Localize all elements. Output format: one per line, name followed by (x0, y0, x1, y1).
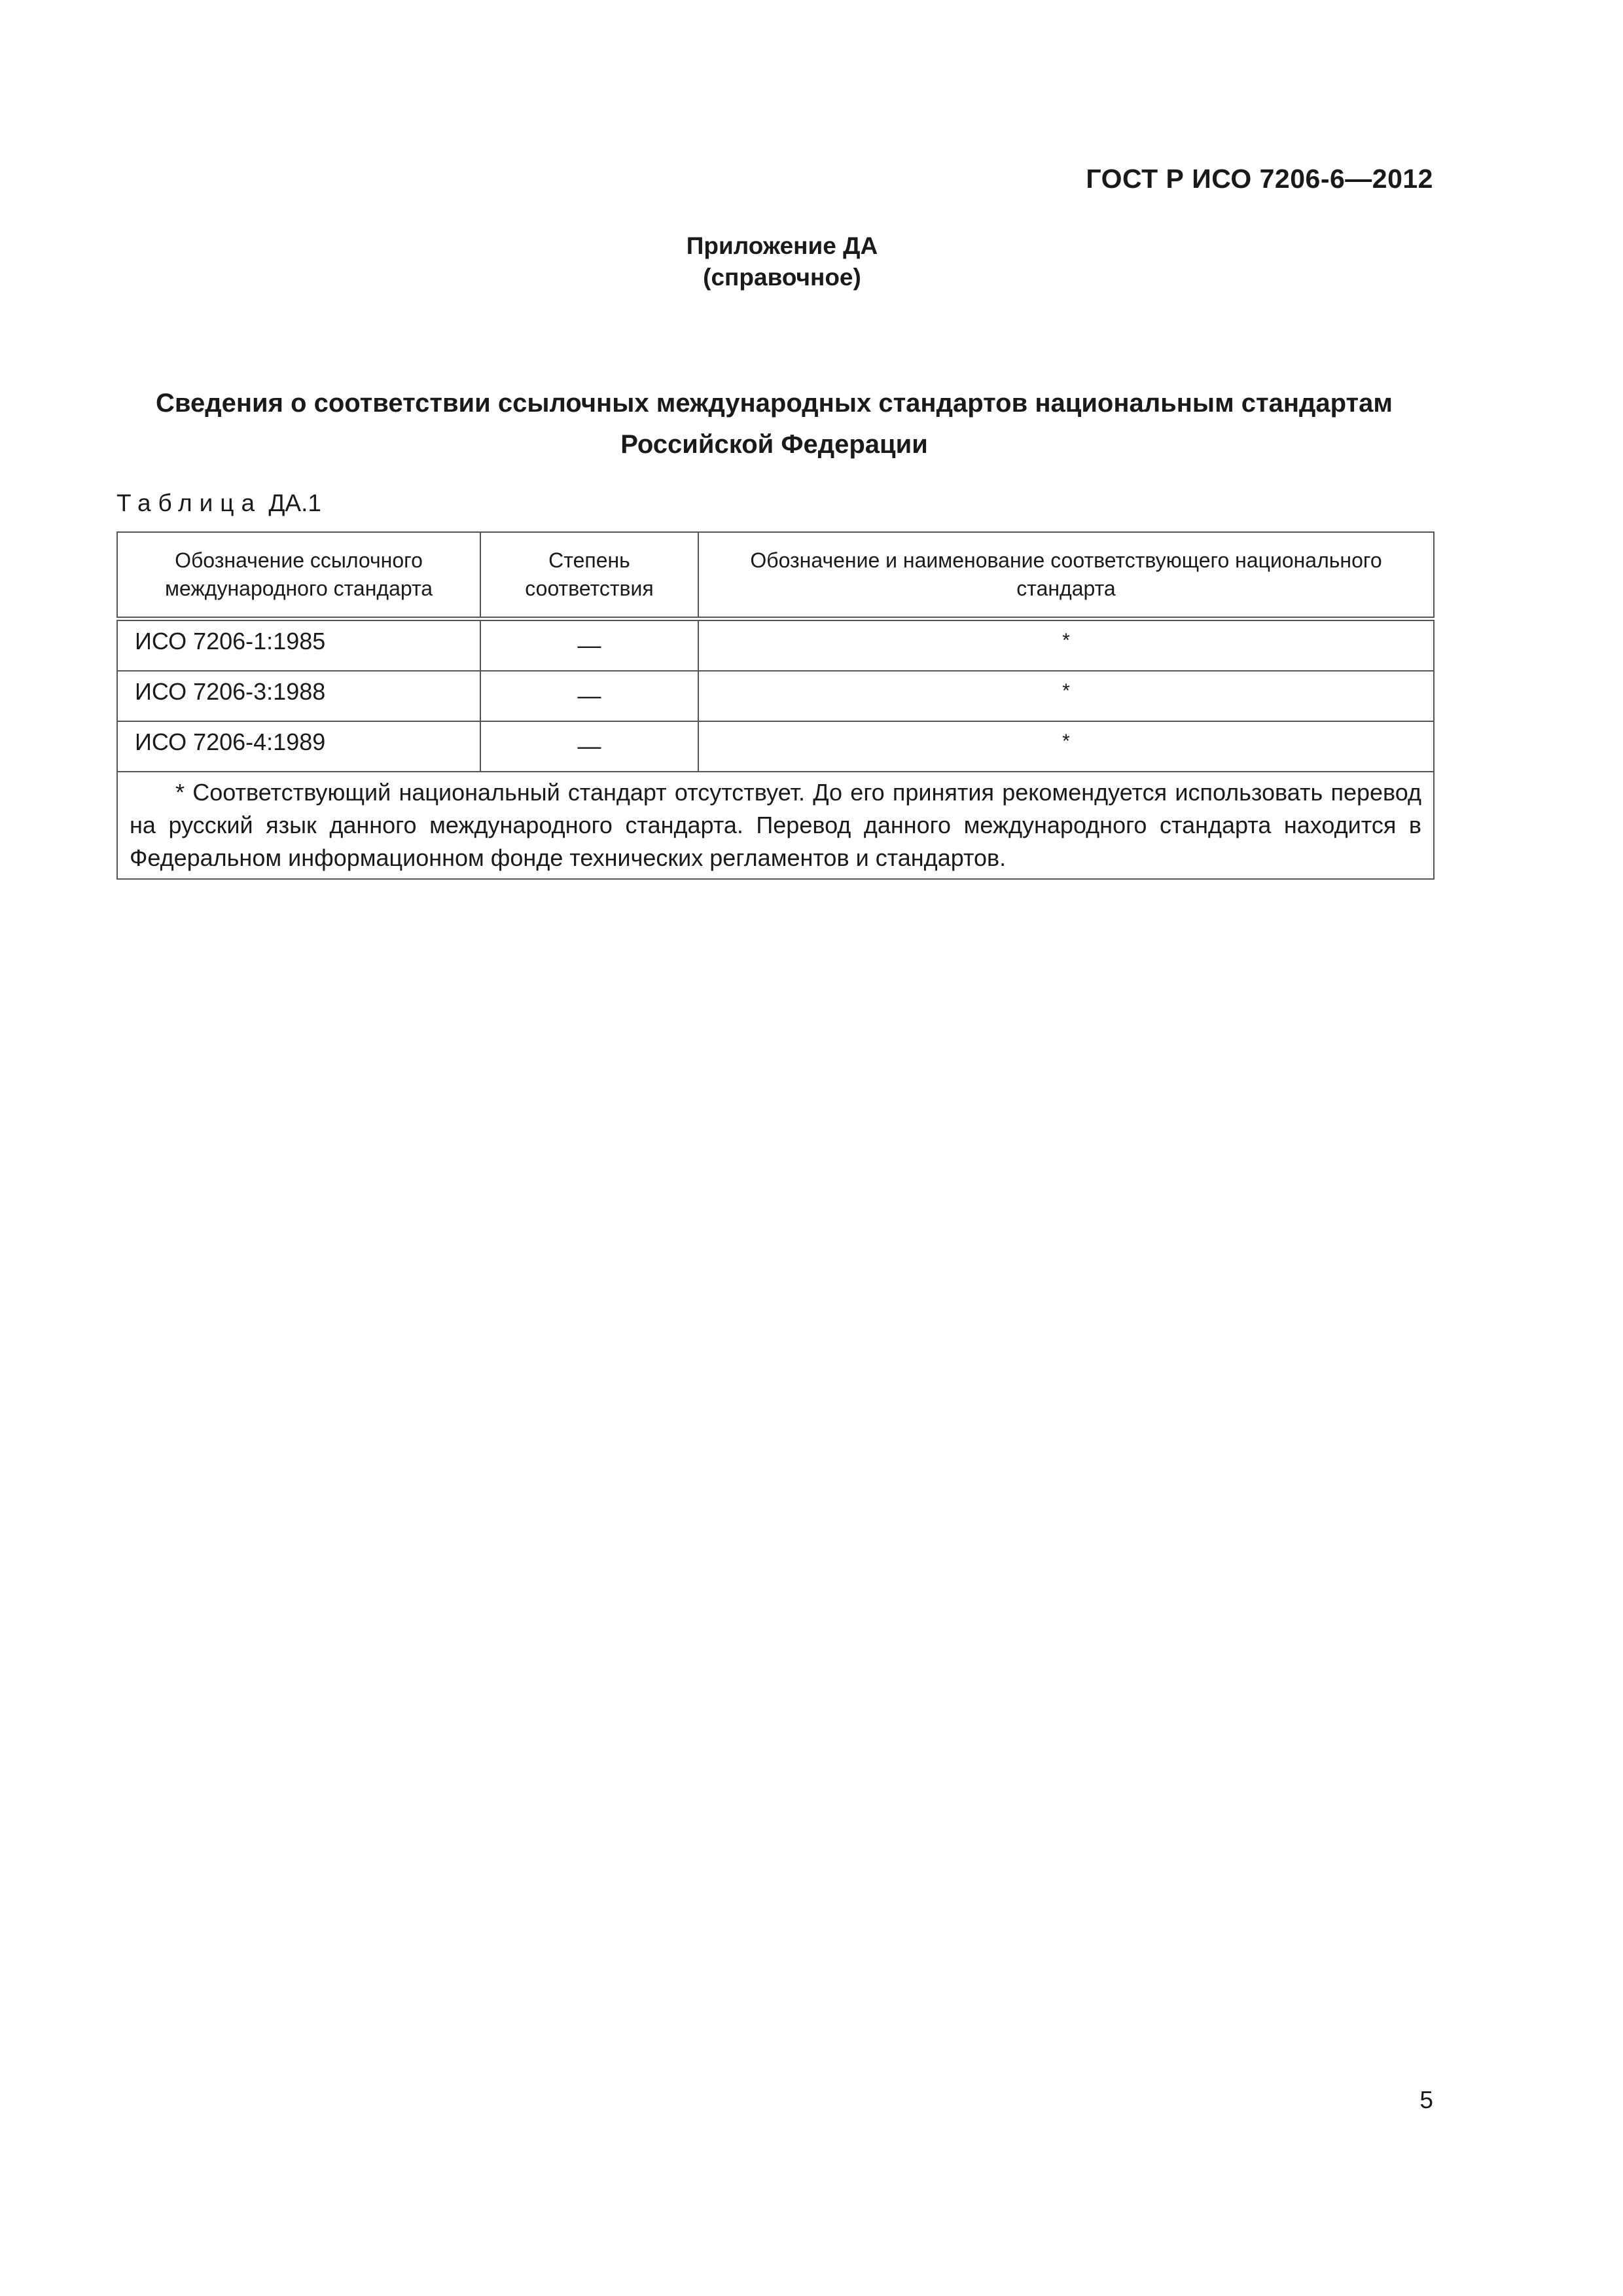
table-footnote-text: * Соответствующий национальный стандарт отсутствует. До его принятия рекомендуется использовать перевод на русский язык данного международного стандарта. Перевод данного международного стандарта находится в Федеральном информационном фонде технических регламентов и стандартов. (130, 779, 1421, 871)
table-row (117, 721, 1434, 772)
table-footnote (117, 772, 1434, 879)
degree-dash: — (577, 682, 601, 709)
correspondence-table (116, 531, 1435, 880)
cell-national-standard (698, 619, 1434, 672)
table-caption-prefix: Таблица (116, 490, 262, 516)
section-title-line-1: Сведения о соответствии ссылочных международных стандартов национальным стандартам (156, 389, 1393, 418)
table-caption-number: ДА.1 (268, 490, 321, 516)
cell-national-standard (698, 721, 1434, 772)
table-header-row (117, 532, 1434, 619)
header-national-standard: Обозначение и наименование соответствующего национального стандарта (698, 532, 1434, 619)
cell-international-standard: ИСО 7206-4:1989 (117, 721, 480, 772)
cell-degree (480, 619, 698, 672)
cell-degree (480, 721, 698, 772)
table-row (117, 619, 1434, 672)
header-international-standard: Обозначение ссылочного международного стандарта (117, 532, 480, 619)
cell-international-standard: ИСО 7206-1:1985 (117, 619, 480, 672)
header-degree-of-correspondence: Степень соответствия (480, 532, 698, 619)
annex-heading (0, 230, 1564, 293)
section-title-line-2: Российской Федерации (620, 430, 928, 459)
page-number: 5 (1419, 2087, 1433, 2113)
footnote-marker: * (1062, 730, 1070, 752)
degree-dash: — (577, 632, 601, 658)
document-code: ГОСТ Р ИСО 7206-6—2012 (1086, 164, 1433, 194)
annex-subtitle: (справочное) (703, 264, 861, 291)
footnote-marker: * (1062, 630, 1070, 651)
section-title (116, 383, 1432, 465)
table-footnote-row (117, 772, 1434, 879)
cell-international-standard: ИСО 7206-3:1988 (117, 671, 480, 721)
annex-title: Приложение ДА (686, 232, 878, 259)
table-row (117, 671, 1434, 721)
table-caption (116, 490, 321, 517)
degree-dash: — (577, 732, 601, 759)
cell-degree (480, 671, 698, 721)
cell-national-standard (698, 671, 1434, 721)
footnote-marker: * (1062, 680, 1070, 702)
